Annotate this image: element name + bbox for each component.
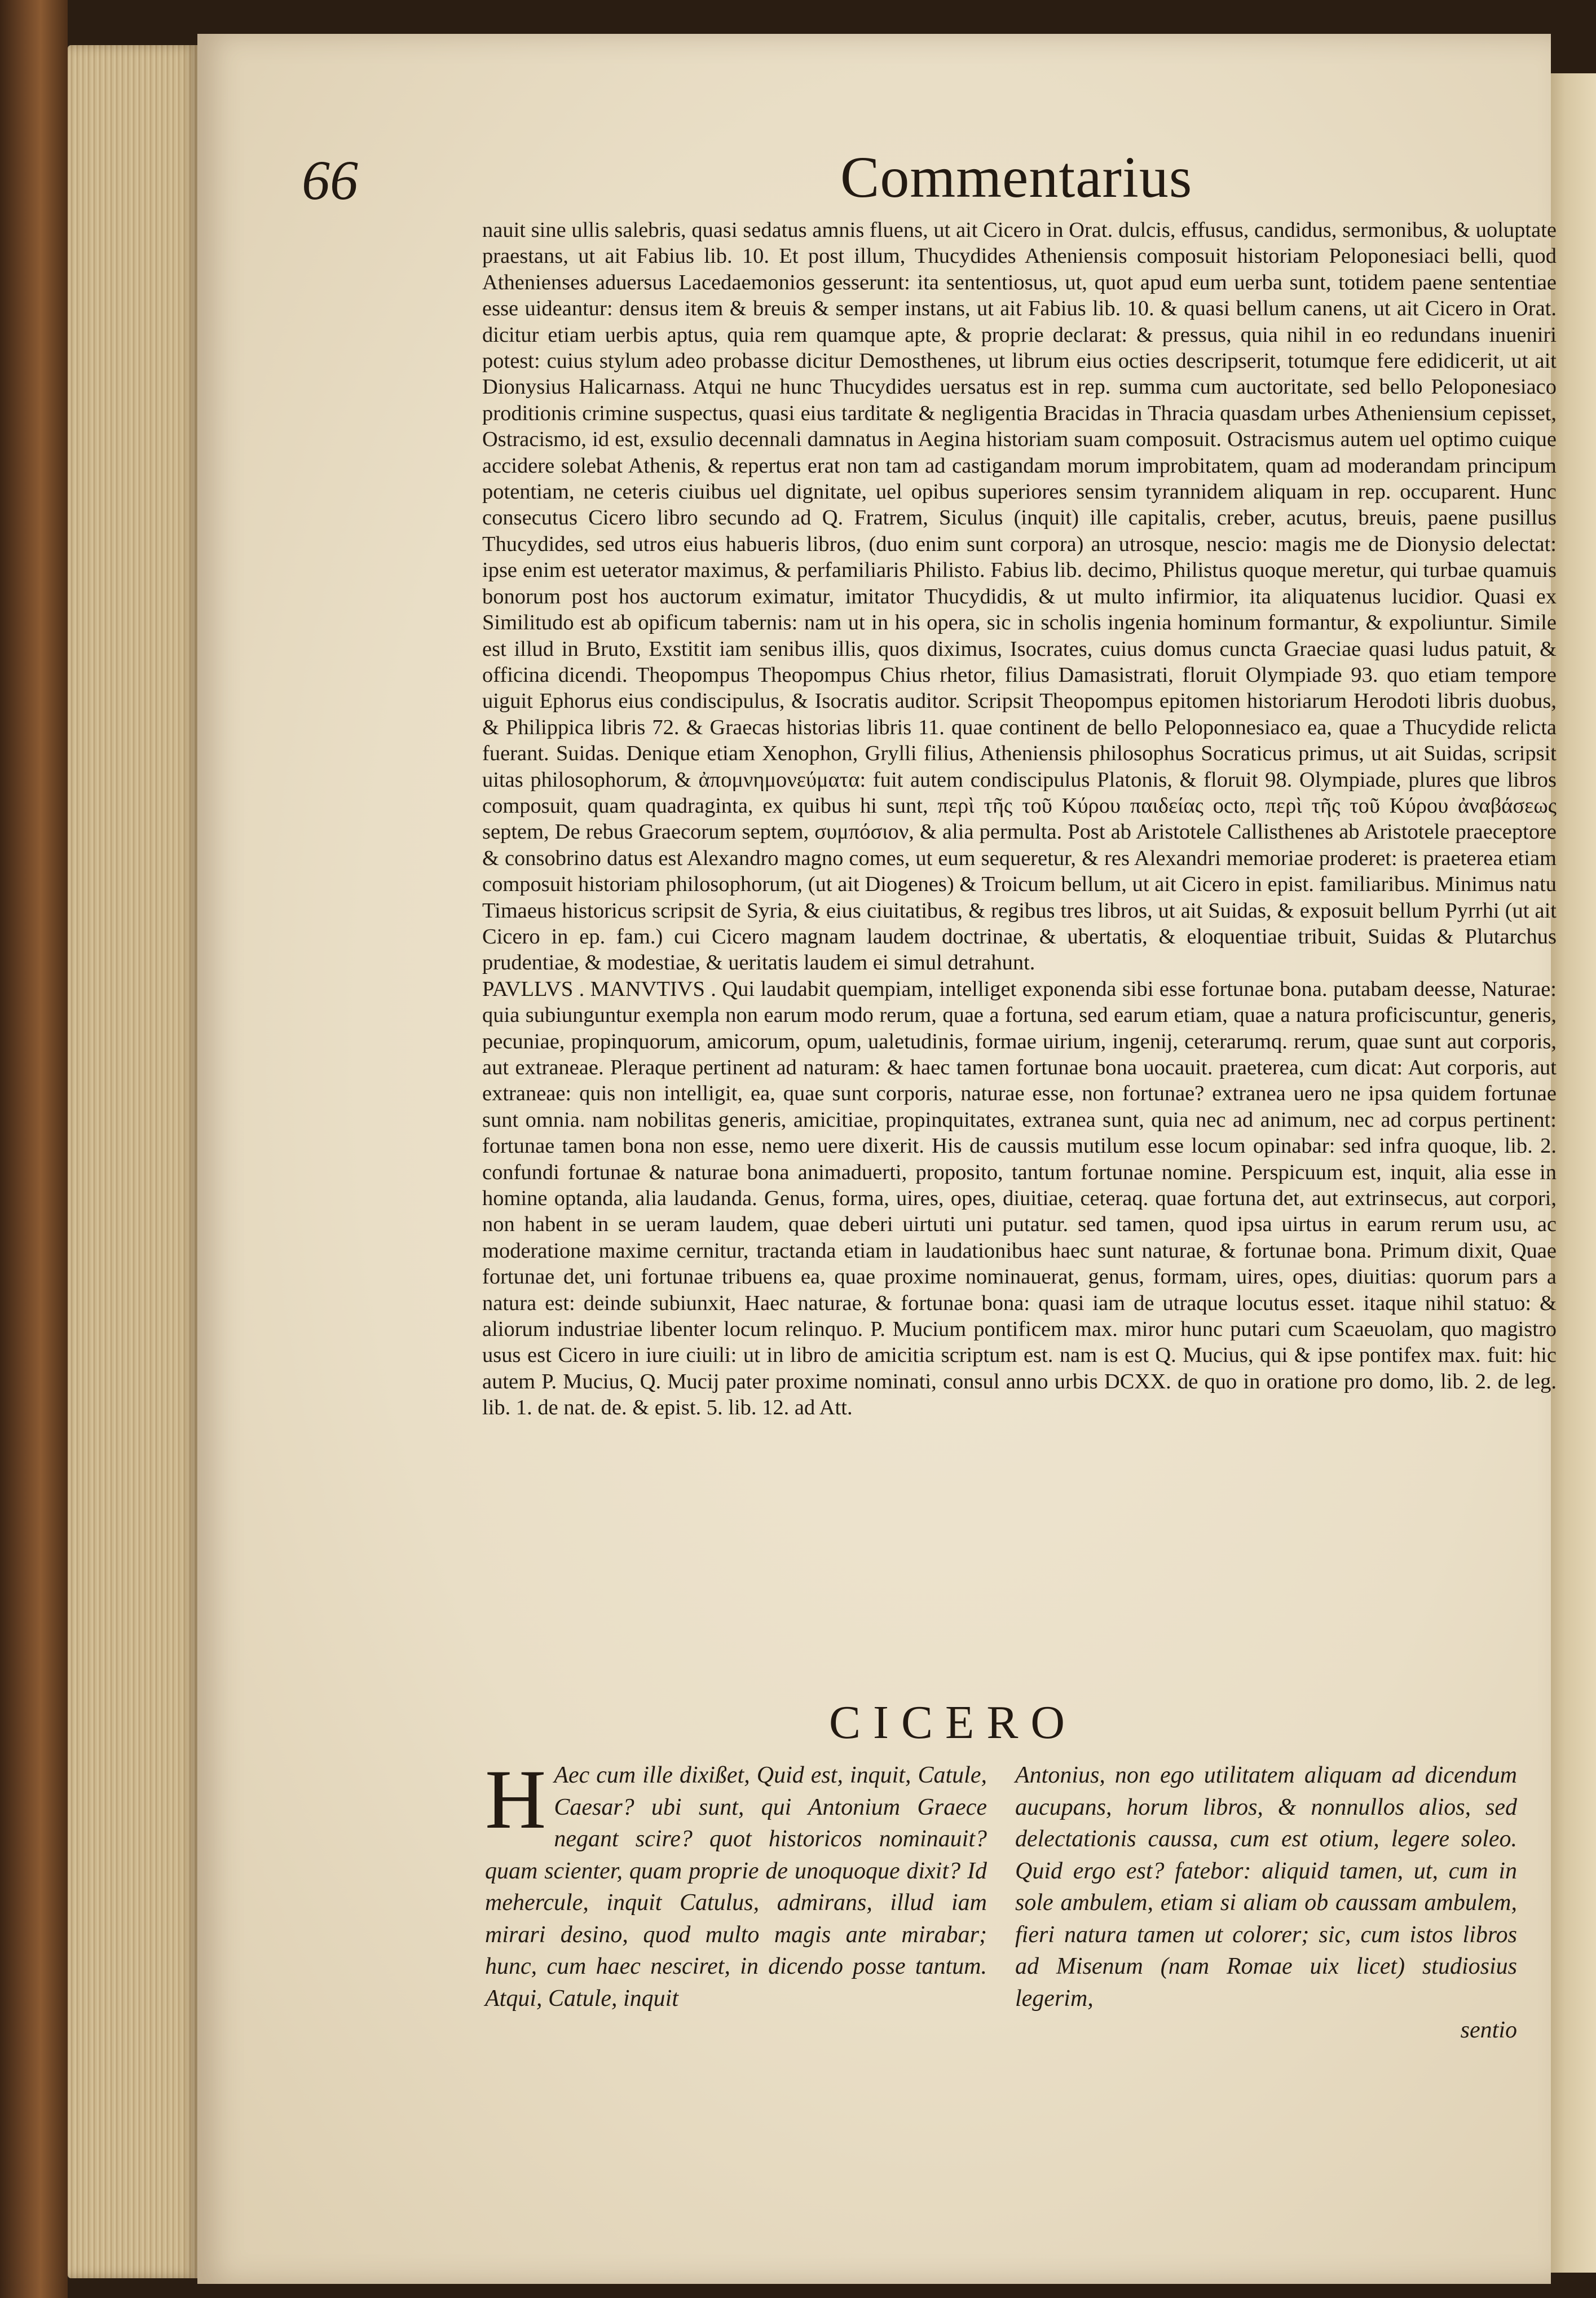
catchword: sentio [1460,2017,1517,2043]
book-spine [0,0,68,2298]
commentary-text: nauit sine ullis salebris, quasi sedatus amnis fluens, ut ait Cicero in Orat. dulcis, effusus, candidus, sermonibus, & uoluptate praestans, ut ait Fabius lib. 10. Et post illum, Thucydides Atheniensis composuit historiam Peloponesiaci belli, quod Athenienses aduersus Lacedaemonios gesserunt: ita sententiosus, ut, quot apud eum uerba sunt, totidem paene sententiae esse uideantur: densus item & breuis & semper instans, ut ait Fabius lib. 10. & quasi bellum canens, ut ait Cicero in Orat. dicitur etiam uerbis aptus, quia rem quamque apte, & proprie declarat: & pressus, quia nihil in eo redundans inueniri potest: cuius stylum adeo probasse dicitur Demosthenes, ut librum eius octies descripserit, totumque fere edidicerit, ut ait Dionysius Halicarnass. Atqui ne hunc Thucydides uersatus est in rep. summa cum auctoritate, sed bello Peloponesiaco proditionis crimine suspectus, quasi eius tarditate & negligentia Bracidas in Thracia quasdam urbes Atheniensium cepisset, Ostracismo, id est, exsulio decennali damnatus in Aegina historiam suam composuit. Ostracismus autem uel optimo cuique accidere solebat Athenis, & repertus erat non tam ad castigandam morum improbitatem, quam ad moderandam principum potentiam, ne ceteris ciuibus uel dignitate, uel opibus superiores sensim tyrannidem aliquam in rep. occuparent. Hunc consecutus Cicero libro secundo ad Q. Fratrem, Siculus (inquit) ille capitalis, creber, acutus, breuis, paene pusillus Thucydides, sed utros eius habueris libros, (duo enim sunt corpora) an utrosque, nescio: magis me de Dionysio delectat: ipse enim est ueterator maximus, & perfamiliaris Philisto. Fabius lib. decimo, Philistus quoque meretur, qui turbae quamuis bonorum post hos auctorum eximatur, imitator Thucydidis, & ut multo infirmior, ita aliquatenus lucidior. Quasi ex Similitudo est ab opificum tabernis: nam ut in his opera, sic in scholis ingenia hominum formantur, & expoliuntur. Simile est illud in Bruto, Exstitit iam senibus illis, quos diximus, Isocrates, cuius domus cuncta Graeciae quasi ludus patuit, & officina dicendi. Theopompus Theopompus Chius rhetor, filius Damasistrati, floruit Olympiade 93. quo etiam tempore uiguit Ephorus eius condiscipulus, & Isocratis auditor. Scripsit Theopompus epitomen historiarum Herodoti libris duobus, & Philippica libris 72. & Graecas historias libris 11. quae continent de bello Peloponnesiaco ea, quae a Thucydide relicta fuerant. Suidas. Denique etiam Xenophon, Grylli filius, Atheniensis philosophus Socraticus primus, ut ait Suidas, scripsit uitas philosophorum, & ἀπομνημονεύματα: fuit autem condiscipulus Platonis, & floruit 98. Olympiade, plures que libros composuit, quam quadraginta, ex quibus hi sunt, περὶ τῆς τοῦ Κύρου παιδείας octo, περὶ τῆς τοῦ Κύρου ἀναβάσεως septem, De rebus Graecorum septem, συμπόσιον, & alia permulta. Post ab Aristotele Callisthenes ab Aristotele praeceptore & consobrino datus est Alexandro magno comes, ut eum sequeretur, & res Alexandri memoriae proderet: is praeterea etiam composuit historiam philosophorum, (ut ait Diogenes) & Troicum bellum, ut ait Cicero in epist. familiaribus. Minimus natu Timaeus historicus scripsit de Syria, & eius ciuitatibus, & regibus tres libros, ut ait Suidas, & exposuit bellum Pyrrhi (ut ait Cicero in ep. fam.) cui Cicero magnam laudem doctrinae, & ubertatis, & eloquentiae tribuit, Suidas & Plutarchus prudentiae, & modestiae, & ueritatis laudem ei simul detrahunt. [482,218,1557,975]
right-column-text: Antonius, non ego utilitatem aliquam ad dicendum aucupans, horum libros, & nonnullos alios, sed delectationis caussa, cum est otium, legere soleo. Quid ergo est? fatebor: aliquid tamen, ut, cum in sole ambulem, etiam si aliam ob caussam ambulem, fieri natura tamen ut colorer; sic, cum istos libros ad Misenum (nam Romae uix licet) studiosius legerim, [1015,1762,1517,2012]
page-edges [68,45,197,2278]
main-text [485,1753,1557,2244]
page-number: 66 [302,149,358,211]
running-title: Commentarius [840,145,1193,210]
commentary-block [482,217,1557,1672]
manutius-note: PAVLLVS . MANVTIVS . Qui laudabit quempiam, intelliget exponenda sibi esse fortunae bona. putabam deesse, Naturae: quia subiunguntur exempla non earum modo rerum, quae a fortuna, sed earum etiam, quae a natura proficiscuntur, generis, pecuniae, propinquorum, amicorum, opum, ualetudinis, formae uirium, ingenij, ceterarumq. rerum, quae sunt aut corporis, aut extraneae. Pleraque pertinent ad naturam: & haec tamen fortunae bona uocauit. praeterea, cum dicat: Aut corporis, aut extraneae: quis non intelligit, ea, quae sunt corporis, naturae esse, non fortunae? extranea uero ne ipsa quidem fortunae sunt omnia. nam nobilitas generis, amicitiae, propinquitates, extranea sunt, quia nec ad animum, nec ad corpus pertinent: fortunae tamen bona non esse, nemo uere dixerit. His de caussis mutilum esse locum opinabar: sed infra quoque, lib. 2. confundi fortunae & naturae bona animaduerti, proposito, tantum fortunae nomine. Perspicuum est, inquit, alia esse in homine optanda, alia laudanda. Genus, forma, uires, opes, diuitiae, ceteraq. quae fortuna det, aut extrinsecus, aut corpori, non habent in se ueram laudem, quae deberi uirtuti uni putatur. sed tamen, quod ipsa uirtus in earum rerum usu, ac moderatione maxime cernitur, tractanda etiam in laudationibus haec sunt naturae, & fortunae bona. Primum dixit, Quae fortunae det, uni fortunae tribuens ea, quae proxime nominauerat, genus, formam, uires, opes, diuitias: quorum pars a natura est: deinde subiunxit, Haec naturae, & fortunae bona: quasi iam de utraque locutus esset. itaque nihil statuo: & aliorum industriae libenter locum relinquo. P. Mucium pontificem max. miror hunc putari cum Scaeuolam, quo magistro usus est Cicero in iure ciuili: ut in libro de amicitia scriptum est. nam is est Q. Mucius, qui & ipse pontifex max. fuit: hic autem P. Mucius, Q. Mucij pater proxime nominati, consul anno urbis DCXX. de quo in oratione pro domo, lib. 2. de leg. lib. 1. de nat. de. & epist. 5. lib. 12. ad Att. [482,977,1557,1420]
drop-cap: H [485,1753,546,1846]
section-heading: CICERO [829,1696,1078,1749]
right-column [1015,1759,1517,2244]
left-column [485,1753,987,2244]
left-column-text: Aec cum ille dixißet, Quid est, inquit, Catule, Caesar? ubi sunt, qui Antonium Graece negant scire? quot historicos nominauit? quam scienter, quam proprie de unoquoque dixit? Id mehercule, inquit Catulus, admirans, illud iam mirari desino, quod multo magis ante mirabar; hunc, cum haec nesciret, in dicendo posse tantum. Atqui, Catule, inquit [485,1762,987,2012]
